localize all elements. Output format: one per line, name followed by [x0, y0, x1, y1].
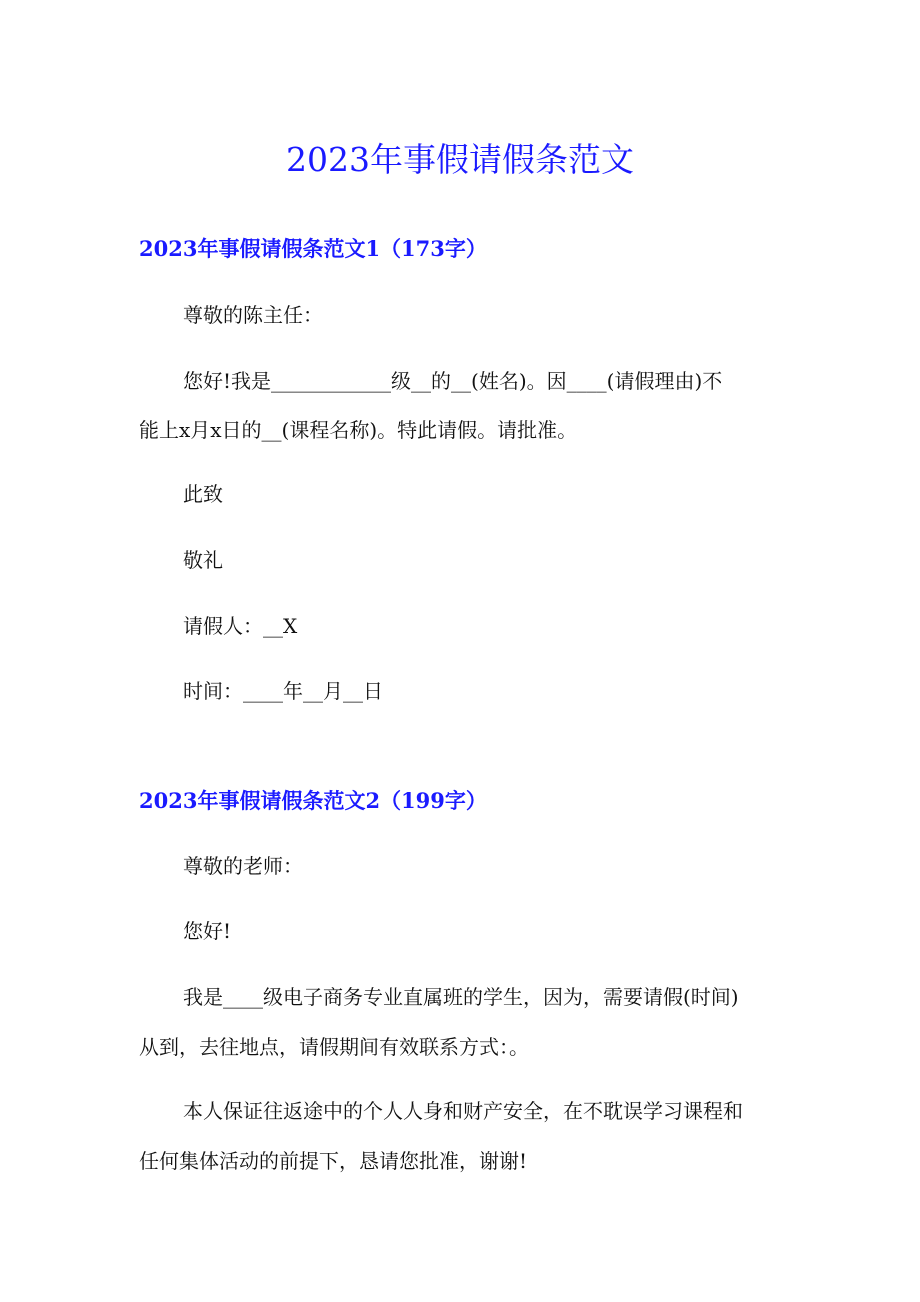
sample-1-date: 时间：____年__月__日 — [183, 679, 383, 703]
sample-1-body-line-1: 您好!我是____________级__的__(姓名)。因____(请假理由)不 — [183, 369, 723, 393]
sample-2-para-1-line-2: 从到，去往地点，请假期间有效联系方式：。 — [139, 1035, 529, 1059]
sample-1-closing-2: 敬礼 — [183, 548, 223, 572]
sample-2-heading: 2023年事假请假条范文2（199字） — [139, 788, 487, 813]
sample-1-closing-1: 此致 — [183, 482, 223, 506]
sample-1-salutation: 尊敬的陈主任： — [183, 303, 323, 327]
sample-2-para-1-line-1: 我是____级电子商务专业直属班的学生，因为，需要请假(时间) — [183, 985, 739, 1009]
sample-2-salutation: 尊敬的老师： — [183, 854, 303, 878]
sample-2-para-2-line-2: 任何集体活动的前提下，恳请您批准，谢谢! — [139, 1149, 528, 1173]
sample-1-body-line-2: 能上x月x日的__(课程名称)。特此请假。请批准。 — [139, 418, 578, 442]
sample-1-signer: 请假人：__X — [183, 614, 298, 638]
document-title: 2023年事假请假条范文 — [286, 140, 634, 179]
sample-2-para-2-line-1: 本人保证往返途中的个人人身和财产安全，在不耽误学习课程和 — [183, 1099, 743, 1123]
sample-2-greeting: 您好! — [183, 919, 232, 943]
sample-1-heading: 2023年事假请假条范文1（173字） — [139, 236, 487, 261]
